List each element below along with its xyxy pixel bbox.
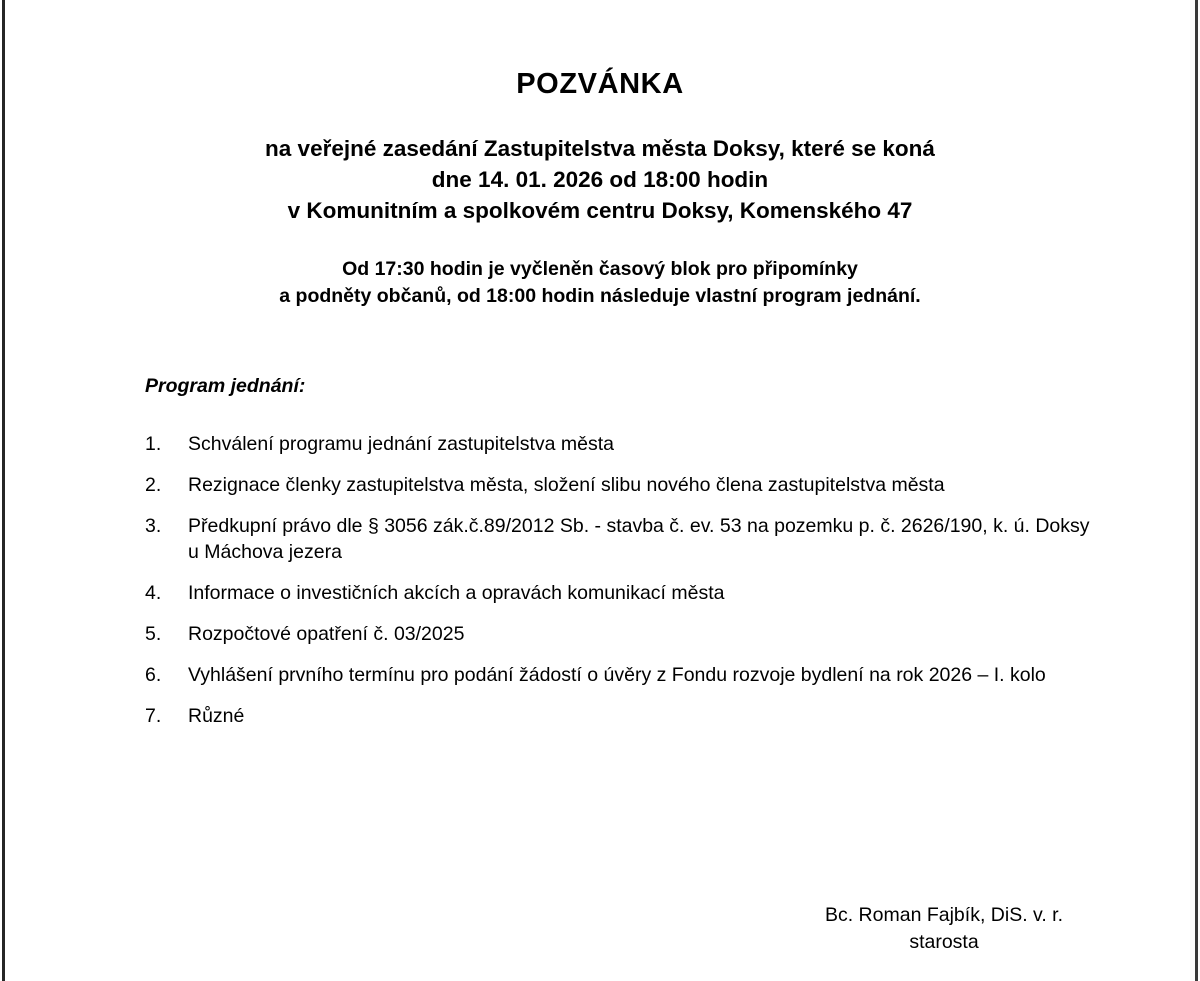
- meeting-header-line-3: v Komunitním a spolkovém centru Doksy, Komenského 47: [287, 198, 913, 223]
- agenda-heading: Program jednání:: [145, 375, 306, 397]
- agenda-item-text: Rozpočtové opatření č. 03/2025: [188, 623, 465, 645]
- public-comment-notice-line-2: a podněty občanů, od 18:00 hodin následuje vlastní program jednání.: [279, 285, 921, 307]
- agenda-item-number: 6.: [145, 664, 162, 686]
- agenda-list: [145, 431, 1090, 744]
- agenda-item-number: 2.: [145, 474, 162, 496]
- public-comment-notice: [100, 256, 1100, 310]
- agenda-item-text: Informace o investičních akcích a opravách komunikací města: [188, 582, 725, 604]
- agenda-item-text: Různé: [188, 705, 245, 727]
- meeting-header-line-1: na veřejné zasedání Zastupitelstva města Doksy, které se koná: [265, 136, 935, 161]
- meeting-header-line-2: dne 14. 01. 2026 od 18:00 hodin: [431, 167, 769, 192]
- agenda-item-number: 3.: [145, 515, 162, 537]
- public-comment-notice-line-1: Od 17:30 hodin je vyčleněn časový blok pro připomínky: [342, 258, 858, 280]
- meeting-header: [100, 133, 1100, 226]
- agenda-item-text: Vyhlášení prvního termínu pro podání žádostí o úvěry z Fondu rozvoje bydlení na rok 2026 – I. kolo: [188, 664, 1046, 686]
- list-item: [145, 621, 1090, 647]
- agenda-item-number: 4.: [145, 582, 162, 604]
- page-title: POZVÁNKA: [516, 68, 684, 100]
- list-item: [145, 703, 1090, 729]
- agenda-item-number: 5.: [145, 623, 162, 645]
- agenda-item-number: 1.: [145, 433, 162, 455]
- agenda-item-number: 7.: [145, 705, 162, 727]
- agenda-item-text: Rezignace členky zastupitelstva města, složení slibu nového člena zastupitelstva města: [188, 474, 945, 496]
- list-item: [145, 431, 1090, 457]
- agenda-item-text: Schválení programu jednání zastupitelstva města: [188, 433, 614, 455]
- signatory-role: starosta: [909, 931, 979, 953]
- signature-block: [744, 902, 1144, 956]
- list-item: [145, 472, 1090, 498]
- signatory-name: Bc. Roman Fajbík, DiS. v. r.: [824, 904, 1064, 926]
- list-item: [145, 580, 1090, 606]
- list-item: [145, 513, 1090, 565]
- list-item: [145, 662, 1090, 688]
- agenda-item-text: Předkupní právo dle § 3056 zák.č.89/2012 Sb. - stavba č. ev. 53 na pozemku p. č. 2626/190, k. ú. Doksy u Máchova jezera: [188, 515, 1090, 563]
